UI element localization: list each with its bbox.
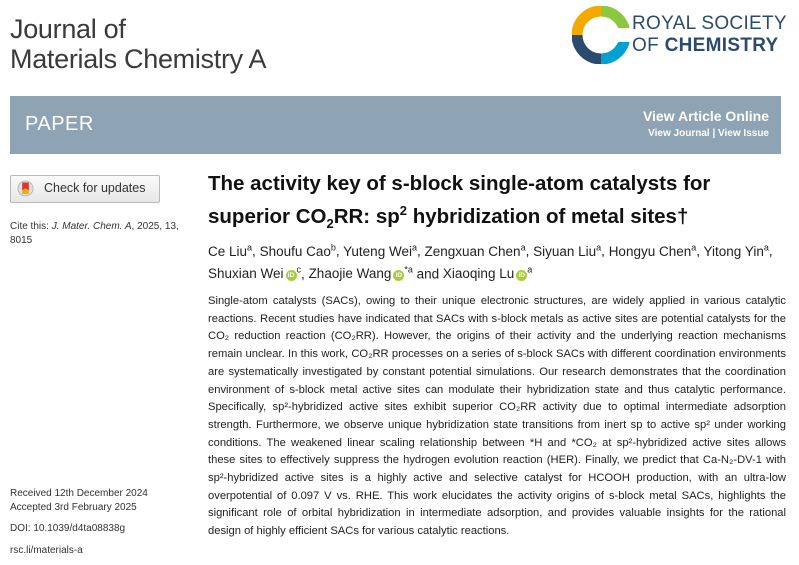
cite-journal: J. Mater. Chem. A <box>51 221 132 232</box>
author[interactable] <box>443 266 532 281</box>
orcid-icon[interactable]: iD <box>393 270 404 281</box>
author-affiliation: a <box>596 242 602 252</box>
author-affiliation: a <box>527 264 533 275</box>
title-part1: The activity key of s-block single-atom catalysts for superior CO <box>208 172 711 228</box>
link-separator: | <box>709 128 719 139</box>
author-affiliation: a <box>520 242 526 252</box>
title-part2: RR: sp <box>333 204 400 228</box>
author-name: Xiaoqing Lu <box>442 266 515 281</box>
title-sub: 2 <box>326 215 334 231</box>
author-and: and <box>412 266 443 281</box>
author-affiliation: b <box>330 242 336 252</box>
rsc-logo-icon <box>572 6 630 64</box>
author-name: Hongyu Chen <box>608 243 692 259</box>
accepted-date: Accepted 3rd February 2025 <box>10 502 137 513</box>
author[interactable] <box>704 244 769 259</box>
rsc-wordmark <box>632 13 787 57</box>
author-affiliation: *a <box>404 264 413 275</box>
orcid-icon[interactable]: iD <box>286 270 297 281</box>
title-sup: 2 <box>399 203 407 218</box>
abstract <box>208 293 786 541</box>
author-name: Zhaojie Wang <box>308 266 392 281</box>
rsc-line1: ROYAL SOCIETY <box>632 13 787 34</box>
journal-title <box>10 14 266 74</box>
author[interactable] <box>208 244 252 259</box>
doi[interactable]: DOI: 10.1039/d4ta08838g <box>10 523 126 534</box>
author-affiliation: c <box>296 264 302 275</box>
check-for-updates-label: Check for updates <box>44 181 146 195</box>
cite-prefix: Cite this: <box>10 221 52 232</box>
author-affiliation: a <box>247 242 253 252</box>
orcid-icon[interactable]: iD <box>516 270 527 281</box>
author-name: Zengxuan Chen <box>424 243 521 259</box>
article-dates <box>10 487 200 536</box>
journal-title-line2: Materials Chemistry A <box>10 44 267 74</box>
author[interactable] <box>309 266 413 281</box>
check-for-updates-button[interactable] <box>10 175 160 203</box>
author-name: Yuteng Wei <box>343 243 412 259</box>
author-name: Shuxian Wei <box>208 266 284 281</box>
citation <box>10 220 200 248</box>
rsc-chemistry: CHEMISTRY <box>664 35 779 56</box>
author[interactable] <box>208 266 301 281</box>
author-name: Siyuan Liu <box>533 243 597 259</box>
author-list: Ce Liu$^a$, Shoufu Cao$^b$, Yuteng Wei$^a$, Zengxuan Chen$^a$, Siyuan Liu$^a$, Hongyu Chen$^a$, Yitong Yin$^a$, Shuxian Wei $iD^c$, Zhaojie Wang $iD^{*a}$ and Xiaoqing Lu $iD^a$ <box>208 242 773 281</box>
author[interactable] <box>609 244 697 259</box>
cite-details: , 2025, 13, 8015 <box>10 221 179 246</box>
author-affiliation: a <box>691 242 697 252</box>
author-affiliation: a <box>763 242 769 252</box>
author-affiliation: a <box>411 242 417 252</box>
article-type-banner <box>10 96 781 154</box>
view-article-online-link[interactable]: View Article Online <box>642 108 769 124</box>
author-name: Yitong Yin <box>703 243 764 259</box>
author-name: Shoufu Cao <box>259 243 331 259</box>
title-part3: hybridization of metal sites† <box>407 204 689 228</box>
received-date: Received 12th December 2024 <box>10 488 148 499</box>
rsc-line2 <box>632 35 787 57</box>
author[interactable] <box>343 244 417 259</box>
author[interactable] <box>425 244 526 259</box>
journal-title-line1: Journal of <box>10 14 126 44</box>
author[interactable] <box>533 244 601 259</box>
article-title <box>208 170 788 237</box>
article-type-label: PAPER <box>25 113 94 135</box>
abstract-text: Single-atom catalysts (SACs), owing to their unique electronic structures, are widely applied in various catalytic reactions. Recent studies have indicated that SACs with s-block metals as active sites are potential catalysts for the CO₂ reduction reaction (CO₂RR). However, the origins of their activity and the underlying reaction mechanisms remain unclear. In this work, CO₂RR processes on a series of s-block SACs with different coordination environments are systematically investigated by constant potential simulations. Our research demonstrates that the coordination environment of s-block metal active sites can modulate their hybridization state and thus catalytic performance. Specifically, sp²-hybridized active sites exhibit superior CO₂RR activity due to optimal intermediate adsorption strength. Furthermore, we observe unique hybridization state transitions from inert sp to active sp² under working conditions. The weakened linear scaling relationship between *H and *CO₂ at sp²-hybridized active sites allows these sites to effectively suppress the hydrogen evolution reaction (HER). Finally, we predict that Ca-N₂-DV-1 with sp²-hybridized active sites is a highly active and selective catalyst for HCOOH production, with an ultra-low overpotential of 0.097 V vs. RHE. This work elucidates the activity origins of s-block metal SACs, highlights the significant role of orbital hybridization in intermediate adsorption, and provides valuable insights for the rational design of highly efficient SACs for various catalytic reactions. <box>208 295 786 538</box>
journal-short-link[interactable]: rsc.li/materials-a <box>10 545 83 556</box>
view-links <box>648 128 769 139</box>
rsc-of: OF <box>632 35 659 56</box>
view-issue-link[interactable]: View Issue <box>718 128 769 139</box>
view-journal-link[interactable]: View Journal <box>648 128 710 139</box>
author-name: Ce Liu <box>208 243 248 259</box>
crossmark-icon <box>17 180 34 197</box>
author[interactable] <box>260 244 336 259</box>
